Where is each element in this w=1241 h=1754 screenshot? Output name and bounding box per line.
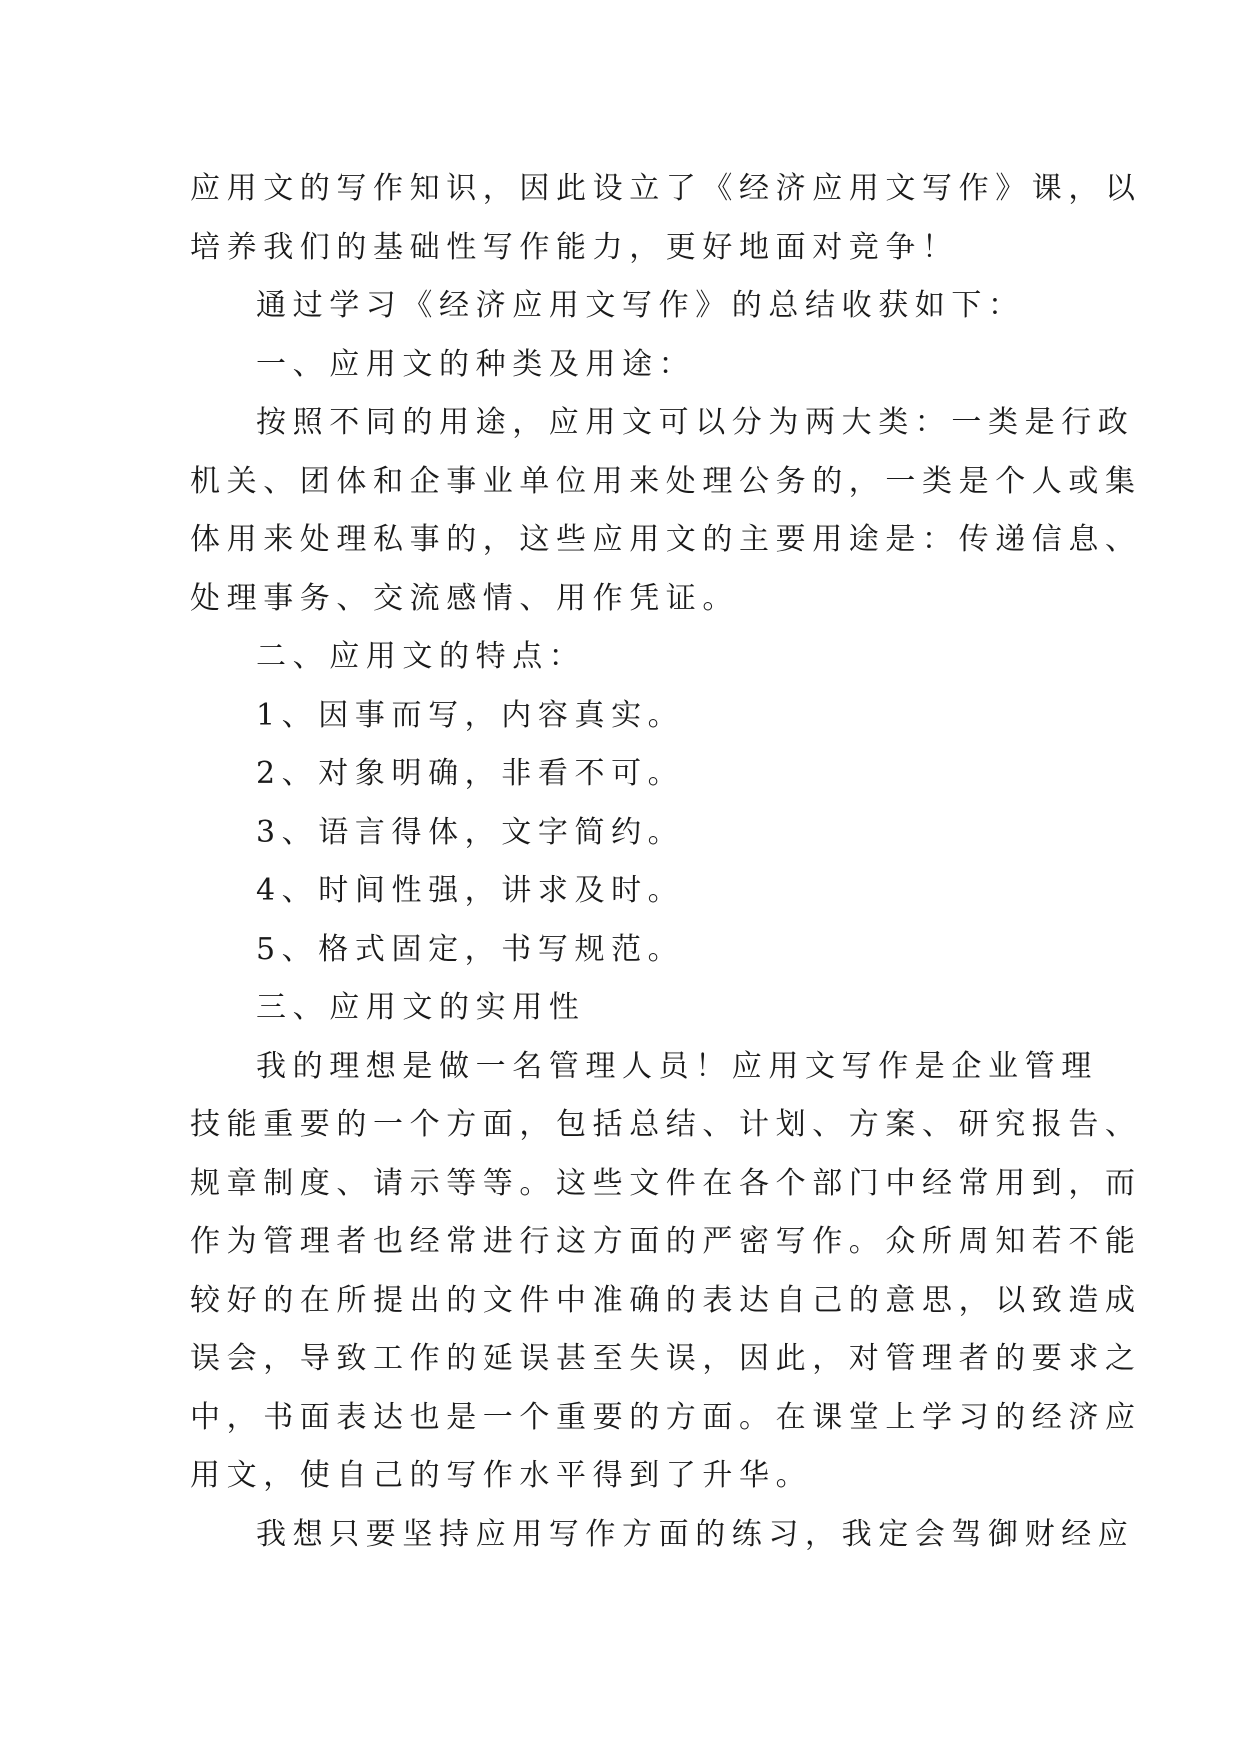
- text-line: 体用来处理私事的，这些应用文的主要用途是：传递信息、: [190, 522, 1142, 557]
- text-line: 应用文的写作知识，因此设立了《经济应用文写作》课，以: [190, 171, 1142, 206]
- list-item: 5、格式固定，书写规范。: [256, 931, 685, 967]
- section-heading: 一、应用文的种类及用途：: [256, 346, 696, 382]
- text-line: 技能重要的一个方面，包括总结、计划、方案、研究报告、: [190, 1107, 1142, 1142]
- list-item: 3、语言得体，文字简约。: [256, 814, 685, 850]
- section-heading: 三、应用文的实用性: [256, 990, 586, 1025]
- text-line: 我想只要坚持应用写作方面的练习，我定会驾御财经应: [256, 1516, 1135, 1552]
- text-line: 作为管理者也经常进行这方面的严密写作。众所周知若不能: [190, 1224, 1142, 1259]
- text-line: 培养我们的基础性写作能力，更好地面对竞争！: [190, 229, 959, 265]
- text-line: 我的理想是做一名管理人员！应用文写作是企业管理: [256, 1048, 1098, 1084]
- section-heading: 二、应用文的特点：: [256, 639, 586, 674]
- text-line: 按照不同的用途，应用文可以分为两大类：一类是行政: [256, 405, 1135, 440]
- text-line: 误会，导致工作的延误甚至失误，因此，对管理者的要求之: [190, 1341, 1142, 1376]
- text-line: 通过学习《经济应用文写作》的总结收获如下：: [256, 288, 1025, 323]
- document-body: [190, 160, 1142, 1564]
- list-item: 2、对象明确，非看不可。: [256, 756, 685, 791]
- list-item: 1、因事而写，内容真实。: [256, 697, 685, 733]
- text-line: 处理事务、交流感情、用作凭证。: [190, 580, 739, 616]
- text-line: 较好的在所提出的文件中准确的表达自己的意思，以致造成: [190, 1282, 1142, 1318]
- text-line: 用文，使自己的写作水平得到了升华。: [190, 1458, 813, 1493]
- text-line: 规章制度、请示等等。这些文件在各个部门中经常用到，而: [190, 1165, 1142, 1201]
- list-item: 4、时间性强，讲求及时。: [256, 873, 685, 908]
- text-line: 中，书面表达也是一个重要的方面。在课堂上学习的经济应: [190, 1399, 1142, 1435]
- text-line: 机关、团体和企事业单位用来处理公务的，一类是个人或集: [190, 463, 1142, 499]
